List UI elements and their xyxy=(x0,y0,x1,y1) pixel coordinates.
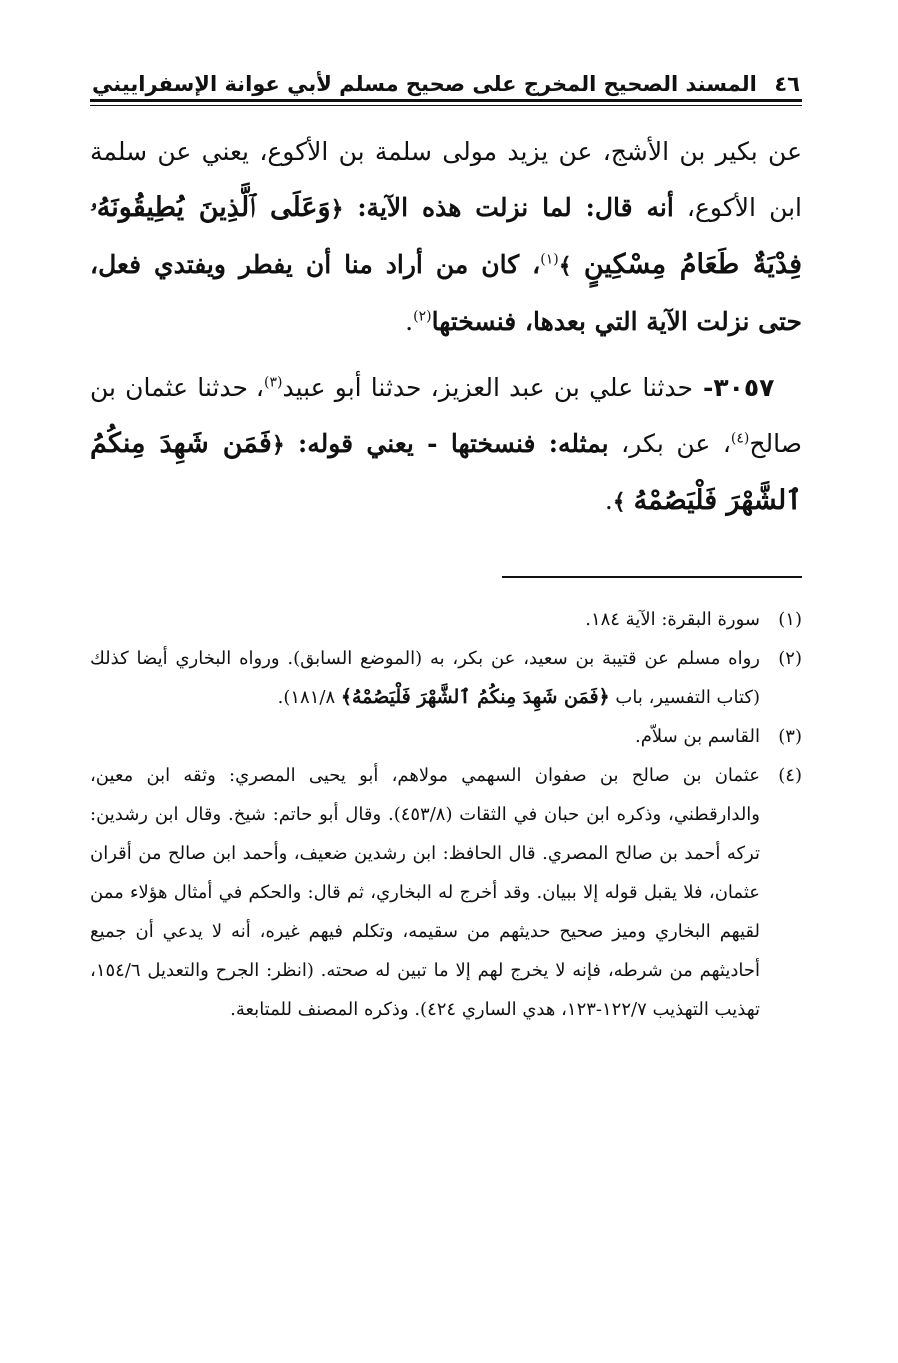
footnote-number: (٢) xyxy=(778,648,802,669)
footnote-ref-3[interactable]: (٣) xyxy=(263,374,283,391)
quran-verse: فَمَن شَهِدَ مِنكُمُ ٱلشَّهْرَ فَلْيَصُمْهُ xyxy=(90,428,802,516)
quran-bracket-open: ﴿ xyxy=(330,196,344,222)
footnote-text: سورة البقرة: الآية ١٨٤. xyxy=(585,609,760,630)
hadith-number: ٣٠٥٧ xyxy=(713,373,775,402)
text-run: عن بكير بن الأشج، عن يزيد مولى سلمة بن الأكوع، يعني عن سلمة ابن الأكوع، xyxy=(90,137,803,222)
footnote-text-run: ١٨١/٨). xyxy=(277,687,341,708)
text-run: . xyxy=(604,486,613,515)
paragraph-2 xyxy=(90,360,802,530)
text-run: ، حدثنا عثمان بن صالح xyxy=(90,373,802,458)
text-run-bold: ، كان من أراد منا أن يفطر ويفتدي فعل، حتى نزلت الآية التي بعدها، فنسختها xyxy=(90,250,802,336)
footnote-text-run: رواه مسلم عن قتيبة بن سعيد، عن بكر، به (الموضع السابق). ورواه البخاري أيضا كذلك (كتاب التفسير، باب xyxy=(90,648,760,708)
page xyxy=(90,58,802,1029)
main-text xyxy=(90,124,802,530)
footnote-number: (٤) xyxy=(778,765,802,786)
footnote-number: (٣) xyxy=(778,726,802,747)
book-title: المسند الصحيح المخرج على صحيح مسلم لأبي عوانة الإسفراييني xyxy=(92,72,757,96)
quran-bracket-close: ﴾ xyxy=(612,489,626,515)
footnotes xyxy=(90,600,802,1029)
footnote-3 xyxy=(90,717,802,756)
footnote-text: عثمان بن صالح بن صفوان السهمي مولاهم، أبو يحيى المصري: وثقه ابن معين، والدارقطني، وذكره ابن حبان في الثقات (٤٥٣/٨). وقال أبو حاتم: شيخ. وقال ابن رشدين: تركه أحمد بن صالح المصري. قال الحافظ: ابن رشدين ضعيف، وأحمد ابن صالح من أقران عثمان، فلا يقبل قوله إلا ببيان. وقد أخرج له البخاري، ثم قال: والحكم في أمثال هؤلاء ممن لقيهم البخاري وميز صحيح حديثهم من سقيمه، وتكلم فيهم غيره، أنه لا يدعي أن جميع أحاديثهم من شرطه، فإنه لا يخرج لهم إلا ما تبين له صحته. (انظر: الجرح والتعديل ١٥٤/٦، تهذيب التهذيب ١٢٢/٧-١٢٣، هدي الساري ٤٢٤). وذكره المصنف للمتابعة. xyxy=(90,765,760,1020)
quran-bracket-open: ﴿ xyxy=(271,432,285,458)
footnote-1 xyxy=(90,600,802,639)
footnote-number: (١) xyxy=(778,609,802,630)
hadith-dash: - xyxy=(693,373,714,402)
paragraph-1 xyxy=(90,124,802,350)
footnote-2 xyxy=(90,639,802,717)
text-run: حدثنا علي بن عبد العزيز، حدثنا أبو عبيد xyxy=(282,373,694,402)
running-head xyxy=(90,58,802,98)
footnote-text: القاسم بن سلاّم. xyxy=(635,726,760,747)
text-run-bold: أنه قال: لما نزلت هذه الآية: xyxy=(343,193,674,222)
footnote-quran-verse: ﴿فَمَن شَهِدَ مِنكُمُ ٱلشَّهْرَ فَلْيَصُمْهُ﴾ xyxy=(340,686,610,708)
footnote-ref-1[interactable]: (١) xyxy=(540,251,559,268)
page-number: ٤٦ xyxy=(774,72,800,96)
quran-bracket-close: ﴾ xyxy=(558,253,572,279)
footnote-ref-2[interactable]: (٢) xyxy=(413,308,432,325)
footnote-4 xyxy=(90,756,802,1029)
text-run-bold: بمثله: فنسختها - يعني قوله: xyxy=(284,429,609,458)
footnote-ref-4[interactable]: (٤) xyxy=(730,430,750,447)
quran-verse: وَعَلَى ٱلَّذِينَ يُطِيقُونَهُۥ فِدْيَةٌ طَعَامُ مِسْكِينٍ xyxy=(90,192,802,280)
footnote-separator xyxy=(502,576,802,578)
text-run: . xyxy=(405,307,414,336)
header-rule-thick xyxy=(90,99,802,102)
header-rule-thin xyxy=(90,105,802,106)
text-run: ، عن بكر، xyxy=(608,429,731,458)
footnote-text xyxy=(90,639,760,717)
